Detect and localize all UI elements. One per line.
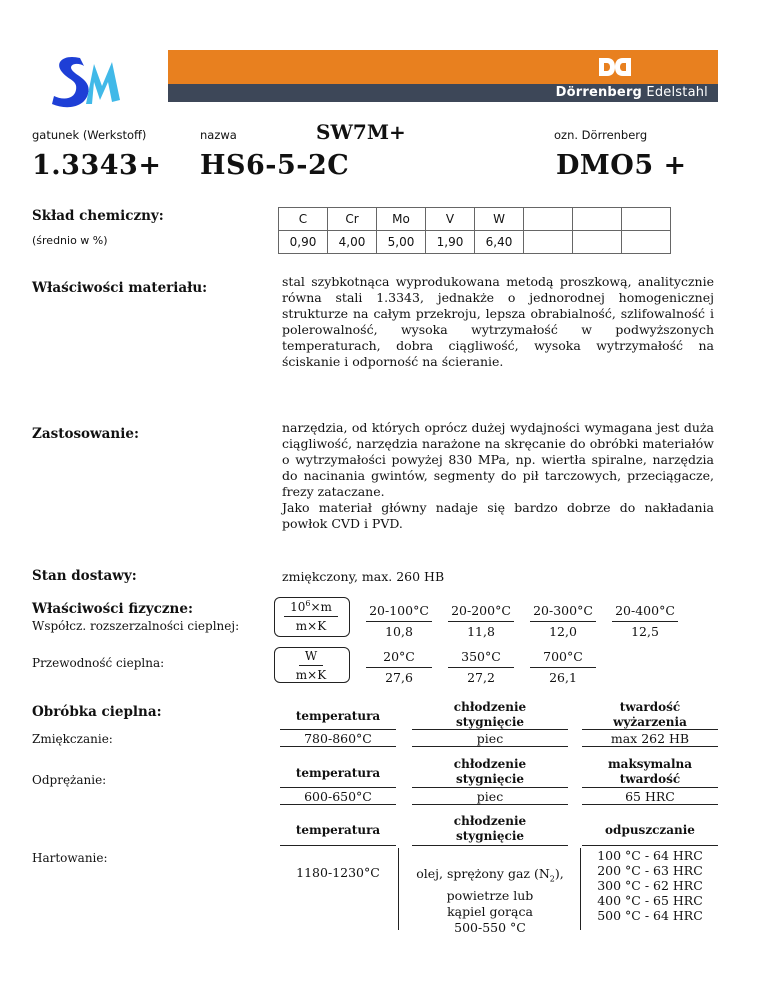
divider [582, 787, 718, 788]
expansion-col: 20-200°C 11,8 [448, 603, 514, 639]
divider [280, 729, 396, 730]
stress-h-cooling: chłodzenie stygnięcie [453, 757, 527, 786]
hardening-label: Hartowanie: [32, 851, 108, 865]
soft-h-cooling: chłodzenie stygnięcie [453, 700, 527, 729]
expansion-unit-denominator: m×K [295, 619, 327, 633]
steel-name: SW7M+ [316, 120, 406, 144]
dorrenberg-code-label: ozn. Dörrenberg [554, 128, 648, 142]
divider [412, 845, 568, 846]
conductivity-unit [274, 649, 348, 682]
element-cell: W [475, 208, 524, 231]
chemistry-values-row [279, 231, 671, 254]
conductivity-col: 350°C 27,2 [448, 649, 514, 685]
conductivity-unit-numerator: W [299, 649, 323, 666]
value-cell [573, 231, 622, 254]
stress-temp-value: 600-650°C [304, 789, 372, 804]
sm-logo [50, 50, 130, 110]
chemistry-table [278, 207, 671, 254]
chemistry-subtitle: (średnio w %) [32, 234, 108, 247]
element-cell: C [279, 208, 328, 231]
properties-title: Właściwości materiału: [32, 280, 208, 296]
harden-h-cooling: chłodzenie stygnięcie [453, 814, 527, 843]
expansion-label: Współcz. rozszerzalności cieplnej: [32, 619, 240, 633]
application-text-main: narzędzia, od których oprócz dużej wydajności wymagana jest duża ciągliwość, narzędzia narażone na skręcanie do obróbki materiałów o wytrzymałości powyżej 830 MPa, np. wiertła spiralne, narzędzia do nacinania gwintów, segmenty do pił tarczowych, przeciągacze, frezy zataczane. [282, 420, 714, 499]
divider [280, 804, 396, 805]
stress-cooling-value: piec [476, 789, 504, 804]
dorrenberg-code: DMO5 + [556, 150, 687, 181]
element-cell [573, 208, 622, 231]
divider [280, 787, 396, 788]
softening-label: Zmiękczanie: [32, 732, 113, 746]
divider [582, 746, 718, 747]
divider [412, 804, 568, 805]
tempering-list [582, 848, 718, 923]
werkstoff-number: 1.3343+ [32, 150, 162, 181]
element-cell [622, 208, 671, 231]
banner-orange-bar [168, 50, 718, 84]
soft-h-temp: temperatura [295, 709, 381, 723]
value-cell: 4,00 [328, 231, 377, 254]
delivery-text: zmiękczony, max. 260 HB [282, 569, 445, 584]
application-title: Zastosowanie: [32, 426, 139, 442]
soft-h-hardness: twardość wyżarzenia [613, 700, 687, 729]
value-cell [622, 231, 671, 254]
harden-h-tempering: odpuszczanie [605, 823, 695, 837]
stress-relief-label: Odprężanie: [32, 773, 107, 787]
conductivity-col: 700°C 26,1 [530, 649, 596, 685]
werkstoff-label: gatunek (Werkstoff) [32, 128, 147, 142]
value-cell: 5,00 [377, 231, 426, 254]
divider [580, 848, 581, 930]
divider [412, 787, 568, 788]
conductivity-unit-denominator: m×K [295, 668, 327, 682]
divider [582, 804, 718, 805]
divider [280, 845, 396, 846]
soft-temp-value: 780-860°C [304, 731, 372, 746]
expansion-col: 20-300°C 12,0 [530, 603, 596, 639]
element-cell: V [426, 208, 475, 231]
expansion-col: 20-100°C 10,8 [366, 603, 432, 639]
tempering-item: 500 °C - 64 HRC [597, 908, 703, 923]
element-cell [524, 208, 573, 231]
conductivity-col: 20°C 27,6 [366, 649, 432, 685]
company-banner [168, 50, 718, 102]
steel-grade: HS6-5-2C [200, 150, 350, 181]
dorrenberg-logo-icon [595, 54, 635, 80]
divider [412, 729, 568, 730]
divider [280, 746, 396, 747]
harden-h-temp: temperatura [295, 823, 381, 837]
harden-temp-value: 1180-1230°C [296, 865, 380, 880]
value-cell: 6,40 [475, 231, 524, 254]
soft-hardness-value: max 262 HB [610, 731, 690, 746]
soft-cooling-value: piec [476, 731, 504, 746]
tempering-item: 300 °C - 62 HRC [597, 878, 703, 893]
properties-text: stal szybkotnąca wyprodukowana metodą proszkową, analitycznie równa stali 1.3343, jednakże o jednorodnej homogenicznej strukturze na całym przekroju, lepsza obrabialność, szlifowalność i polerowalność, wysoka wytrzymałość w podwyższonych temperaturach, dobra ciągliwość, wysoka wytrzymałość na ściskanie i odporność na ścieranie. [282, 274, 714, 369]
banner-company-name: Dörrenberg Edelstahl [168, 84, 718, 102]
expansion-col: 20-400°C 12,5 [612, 603, 678, 639]
conductivity-label: Przewodność cieplna: [32, 656, 165, 670]
divider [582, 845, 718, 846]
chemistry-elements-row [279, 208, 671, 231]
heat-title: Obróbka cieplna: [32, 704, 162, 720]
expansion-unit-numerator: $10^6\times m$ [284, 599, 338, 617]
delivery-title: Stan dostawy: [32, 568, 137, 584]
tempering-item: 100 °C - 64 HRC [597, 848, 703, 863]
application-text-coating: Jako materiał główny nadaje się bardzo dobrze do nakładania powłok CVD i PVD. [282, 500, 714, 531]
value-cell: 1,90 [426, 231, 475, 254]
chemistry-title: Skład chemiczny: [32, 208, 164, 224]
expansion-unit [274, 599, 348, 633]
name-label: nazwa [200, 128, 237, 142]
value-cell [524, 231, 573, 254]
element-cell: Cr [328, 208, 377, 231]
stress-hardness-value: 65 HRC [625, 789, 675, 804]
application-text [282, 420, 714, 532]
tempering-item: 200 °C - 63 HRC [597, 863, 703, 878]
divider [582, 729, 718, 730]
stress-h-temp: temperatura [295, 766, 381, 780]
element-cell: Mo [377, 208, 426, 231]
physical-title: Właściwości fizyczne: [32, 601, 193, 617]
stress-h-hardness: maksymalna twardość [607, 757, 693, 786]
value-cell: 0,90 [279, 231, 328, 254]
divider [412, 746, 568, 747]
tempering-item: 400 °C - 65 HRC [597, 893, 703, 908]
divider [398, 848, 399, 930]
harden-cooling-value: olej, sprężony gaz $(N_2)$, powietrze lub kąpiel gorąca 500-550 °C [416, 866, 564, 935]
